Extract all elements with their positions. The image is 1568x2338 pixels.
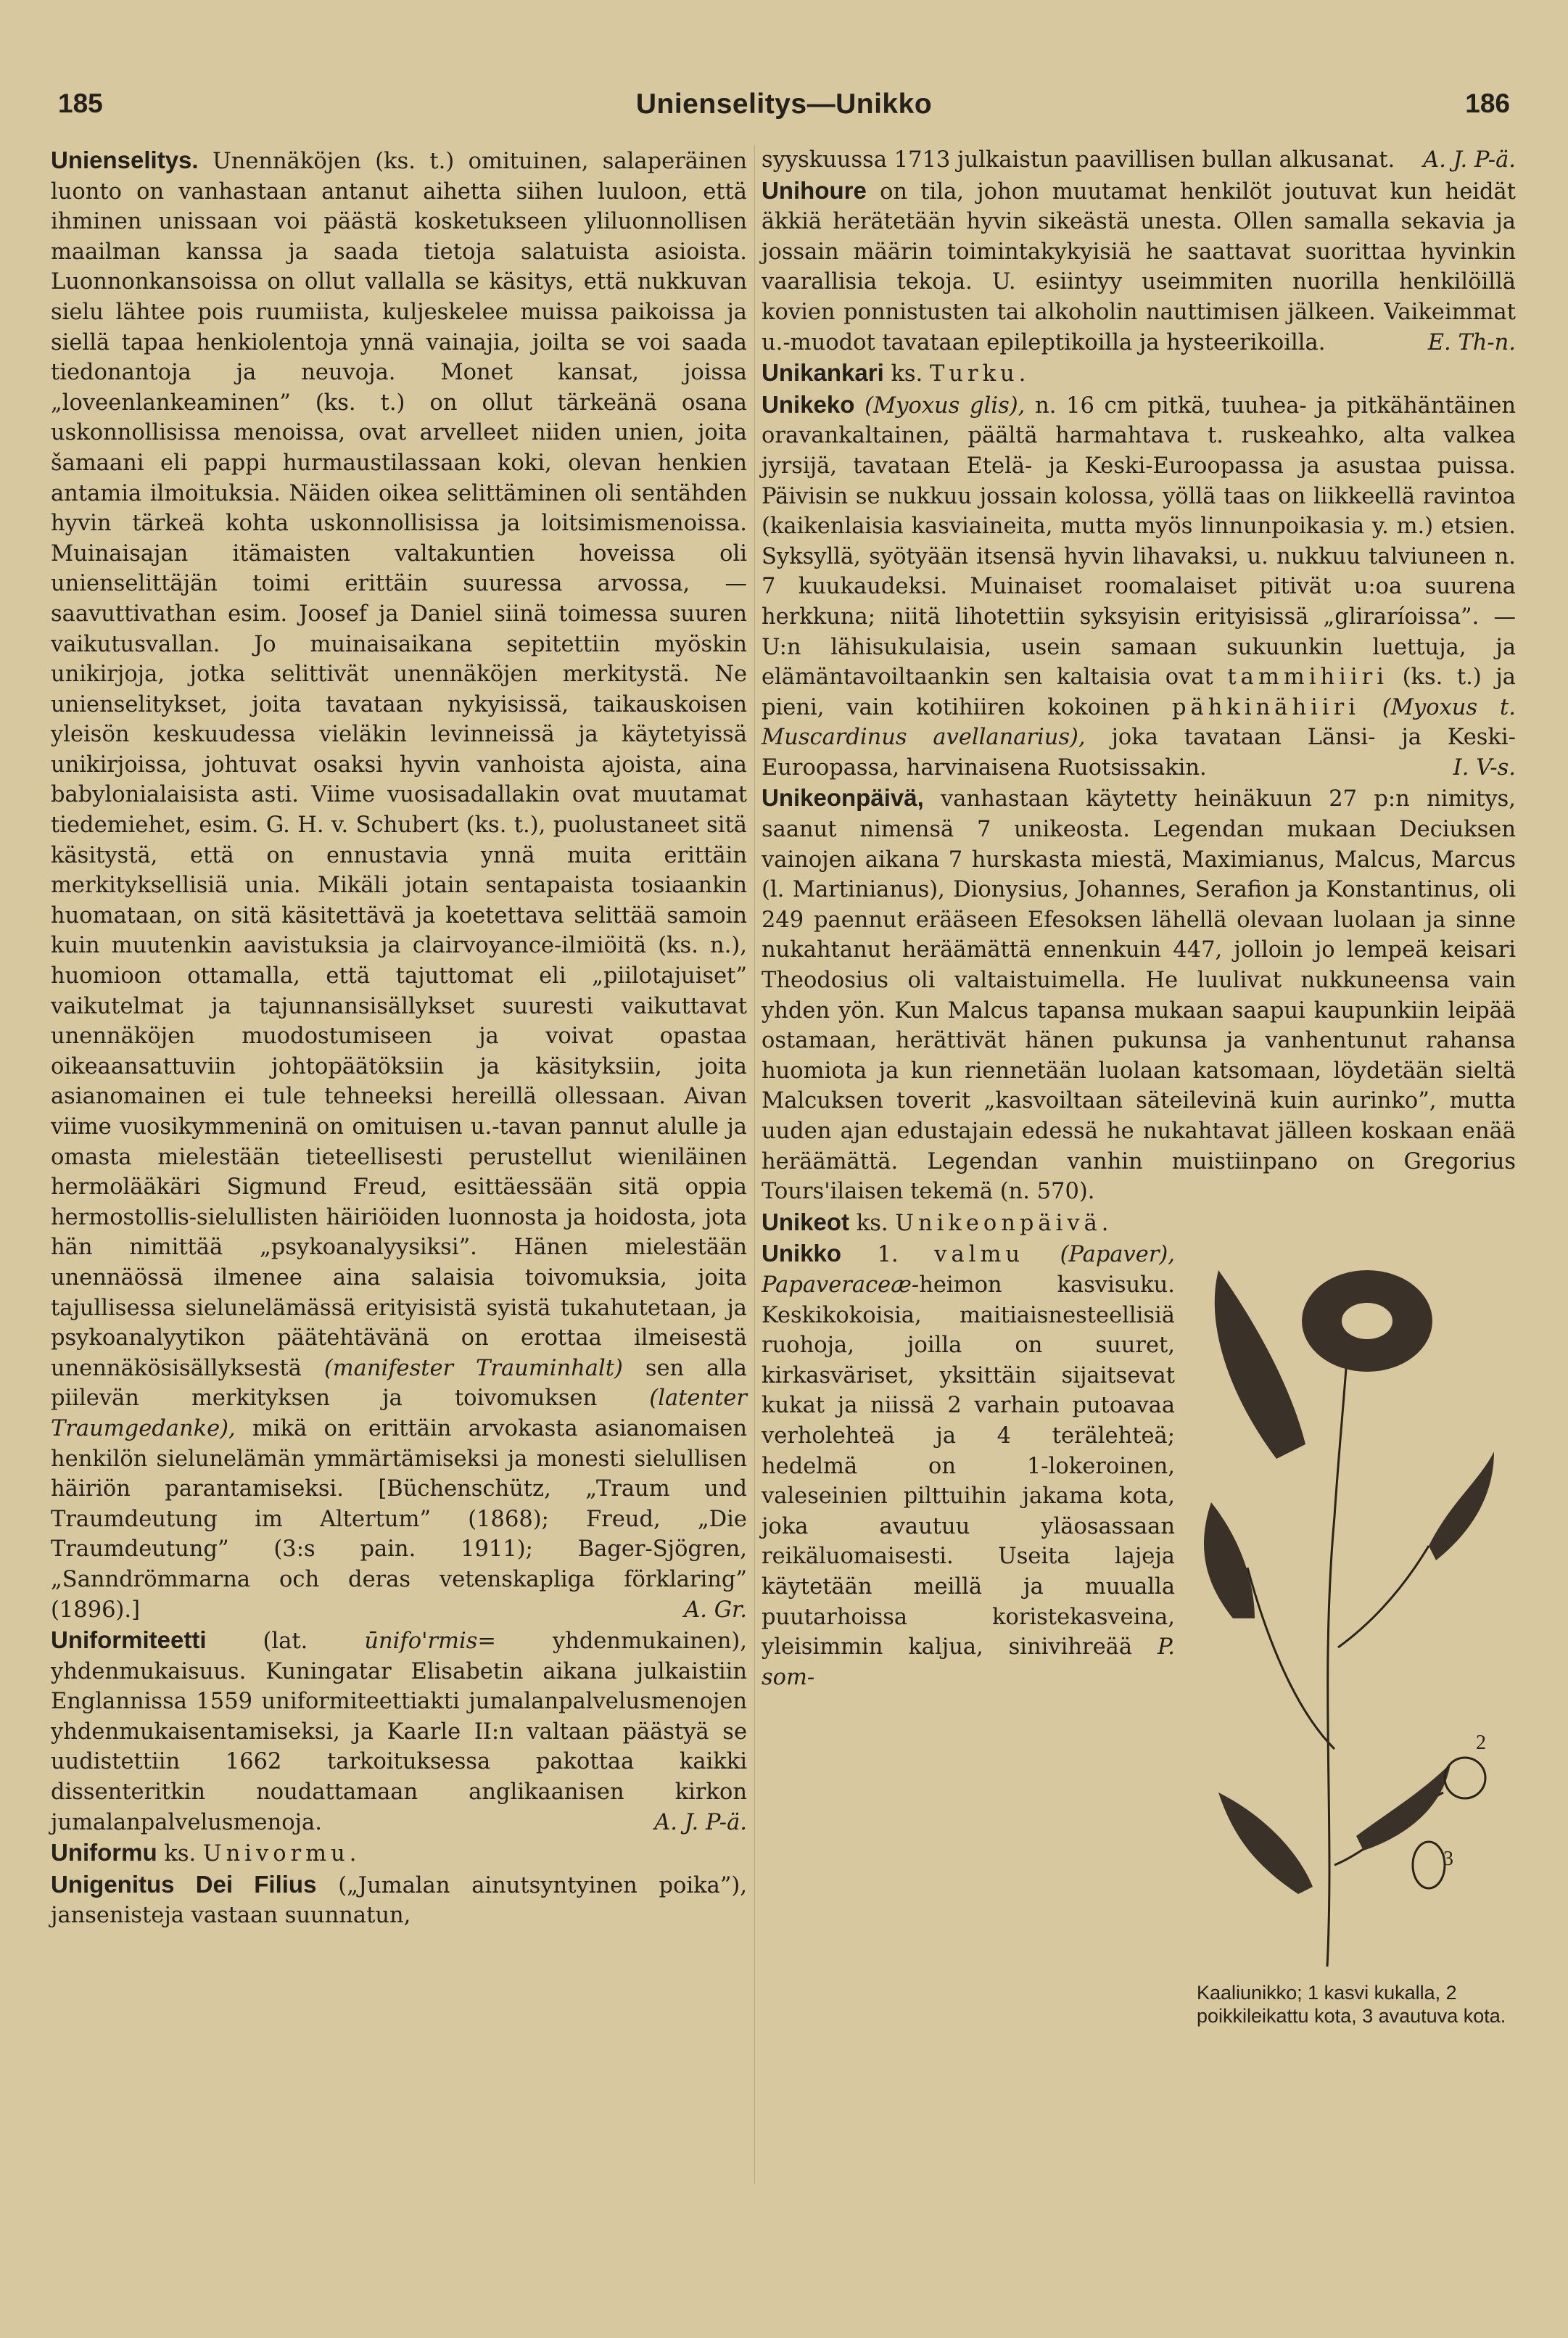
left-column [51,145,747,1931]
entry-unikeko [762,390,1516,783]
column-divider [754,145,755,2183]
entry-unikeonpaiva [762,783,1516,1206]
entry-text: on tila, johon muutamat henkilöt joutuvat kun heidät äkkiä herätetään hyvin sikeästä unesta. Ollen samalla sekavia ja jossain määrin toimintakykyisiä he saattavat suorittaa hyvinkin vaarallisia tekoja. U. esiintyy useimmiten nuorilla henkilöillä kovien ponnistusten tai alkoholin nauttimisen jälkeen. Vaikeimmat u.-muodot tavataan epileptikoilla ja hysteerikoilla. [762,178,1516,355]
entry-unikeot [762,1207,1516,1239]
term: (Papaver), Papaveraceæ- [762,1242,1176,1298]
term: (latenter Traumgedanke), [51,1386,747,1441]
page-header [51,89,1517,132]
headword: Uniformiteetti [51,1626,207,1654]
figure-label-3: 3 [1443,1848,1453,1871]
cross-reference: Turku. [930,361,1031,387]
headword: Uniformu [51,1839,157,1866]
entry-unigenitus-continued [762,145,1516,176]
entry-unihoure [762,176,1516,358]
entry-text: Unennäköjen (ks. t.) omituinen, salaperäinen luonto on vanhastaan antanut aihetta siihen luuloon, että ihminen unissaan voi päästä kosketukseen yliluonnollisen maailman kanssa ja saada tietoja salatuista asioista. Luonnonkansoissa on ollut vallalla se käsitys, että nukkuvan sielu lähtee pois ruumiista, kuljeskelee muissa paikoissa ja siellä tapaa henkiolentoja ynnä vainajia, joilta se voi saada tiedonantoja ja neuvoja. Monet kansat, joissa „loveenlankeaminen” (ks. t.) on ollut tärkeänä osana uskonnollisissa menoissa, ovat arvelleet niiden unien, joita šamaani eli pappi hurmaustilassaan koki, olevan henkien antamia ilmoituksia. Näiden oikea selittäminen oli sentähden hyvin tärkeä kohta uskonnollisissa ja loitsimismenoissa. Muinaisajan itämaisten valtakuntien hoveissa oli unienselittäjän toimi erittäin suuressa arvossa, — saavuttivathan esim. Joosef ja Daniel siinä toimessa suuren vaikutusvallan. Jo muinaisaikana sepitettiin myöskin unikirjoja, jotka selittivät unennäköjen merkitystä. Ne unienselitykset, joita tavataan nykyisissä, taikauskoisen yleisön keskuudessa vieläkin levinneissä ja käytetyissä unikirjoissa, johtuvat osaksi hyvin vanhoista ajoista, aina babylonialaisista asti. Viime vuosisadallakin ovat muutamat tiedemiehet, esim. G. H. v. Schubert (ks. t.), puolustaneet sitä käsitystä, että on ennustavia ynnä muita erittäin merkityksellisiä unia. Mikäli jotain sentapaista tosiaankin huomataan, on sitä käsitettävä ja koetettava selittää samoin kuin muutenkin aavistuksia ja clairvoyance-ilmiöitä (ks. n.), huomioon ottamalla, että tajuttomat eli „piilotajuiset” vaikutelmat ja tajunnansisällykset suuresti vaikuttavat unennäköjen muodostumiseen ja voivat opastaa oikeaansattuviin johtopäätöksiin ja käsityksiin, joita asianomainen ei tule tehneeksi hereillä ollessaan. Aivan viime vuosikymmeninä on omituisen u.-tavan pannut alulle ja omasta mielestään tieteellisesti perustellut wieniläinen hermolääkäri Sigmund Freud, esittäessään sitä oppia hermostollis-sielullisten häiriöiden luonnosta ja hoidosta, jota hän nimittää „psykoanalyysiksi”. Hänen mielestään unennäössä ilmenee aina salaisia toivomuksia, joita tajullisessa sielunelämässä erityisistä syistä tukahutetaan, ja psykoanalyytikon päätehtävänä on erottaa ilmeisestä unennäkösisällyksestä [51,149,747,1381]
entry-unikankari [762,358,1516,390]
page-number-right: 186 [1465,89,1510,118]
term: (Myoxus glis), [865,392,1026,419]
term: (Myoxus t. Muscardinus avellanarius), [762,694,1516,751]
headword: Unienselitys. [51,147,199,173]
figure-label-2: 2 [1476,1732,1486,1755]
headword: Unikankari [762,359,884,387]
cross-ref-ks: ks. [856,1210,888,1236]
spaced-term: pähkinähiiri [1172,694,1360,720]
entry-text: syyskuussa 1713 julkaistun paavillisen bullan alkusanat. [762,147,1395,173]
poppy-illustration [1189,1241,1516,1988]
entry-uniformiteetti [51,1625,747,1837]
page-number-left: 185 [58,89,103,118]
cross-ref-ks: ks. [164,1841,197,1867]
entry-text: mikä on erittäin arvokasta asianomaisen henkilön sielunelämän ymmärtämiseksi ja monesti sielullisen häiriön parantamiseksi. [Büchenschütz, „Traum und Traumdeutung im Altertum” (1868); Freud, „Die Traumdeutung” (3:s pain. 1911); Bager-Sjögren, „Sanndrömmarna och deras vetenskapliga förklaring” (1896).] [51,1415,747,1623]
spaced-term: tammihiiri [1227,664,1388,691]
headword: Unikeonpäivä, [762,784,924,812]
headword: Unikko [762,1240,842,1267]
author-signature: A. Gr. [684,1597,747,1623]
author-signature: I. V-s. [1453,754,1516,781]
headword: Unigenitus Dei Filius [51,1870,317,1898]
sense-number: 1. [877,1242,899,1268]
author-signature: A. J. P-ä. [654,1809,747,1835]
entry-text: („Jumalan ainutsyntyinen poika”), jansenisteja vastaan suunnatun, [51,1872,748,1929]
cross-reference: Unikeonpäivä. [895,1210,1113,1236]
entry-text: sen alla piilevän merkityksen ja toivomuksen [51,1355,747,1412]
entry-text: (lat. [263,1629,308,1655]
term: P. som- [762,1634,1175,1690]
headword: Unikeot [762,1208,850,1235]
entry-text: joka tavataan Länsi- ja Keski-Euroopassa, harvinaisena Ruotsissakin. [762,725,1516,781]
poppy-figure [1189,1241,1516,2043]
right-column [762,145,1516,2043]
entry-text: n. 16 cm pitkä, tuuhea- ja pitkähäntäinen oravankaltainen, päältä harmahtava t. ruskeahko, alta valkea jyrsijä, tavataan Etelä- ja Keski-Euroopassa ja asustaa puissa. Päivisin se nukkuu jossain kolossa, yöllä taas on liikkeellä ravintoa (kaikenlaisia kasviaineita, mutta myös linnunpoikasia y. m.) etsien. Syksyllä, syötyään itsensä hyvin lihavaksi, u. nukkuu talviuneen n. 7 kuukaudeksi. Muinaiset roomalaiset pitivät u:oa suurena herkkuna; niitä lihotettiin syksyisin erityisissä „gliraríoissa”. — U:n lähisukulaisia, usein samaan sukuunkin luettuja, ja elämäntavoiltaankin sen kaltaisia ovat [762,392,1516,691]
headword: Unihoure [762,176,867,204]
headword: Unikeko [762,390,855,418]
entry-text: = yhdenmukainen), yhdenmukaisuus. Kuningatar Elisabetin aikana julkaistiin Englannissa 1559 uniformiteettiakti jumalanpalvelusmenojen yhdenmukaisentamiseksi, ja Kaarle II:n valtaan päästyä se uudistettiin 1662 tarkoituksessa pakottaa kaikki dissenteritkin noudattamaan anglikaanisen kirkon jumalanpalvelusmenoja. [51,1629,747,1835]
term: ūnifo'rmis [364,1629,478,1655]
figure-caption: Kaaliunikko; 1 kasvi kukalla, 2 poikkileikattu kota, 3 avautuva kota. [1197,1982,1506,2028]
entry-uniformu [51,1837,747,1869]
running-title: Unienselitys—Unikko [635,89,933,120]
cross-reference: Univormu. [202,1841,361,1867]
author-signature: E. Th-n. [1427,329,1516,355]
entry-text: (ks. t.) ja pieni, vain kotihiiren kokoinen [762,664,1516,720]
entry-text: heimon kasvisuku. Keskikokoisia, maitiaisnesteellisiä ruohoja, joilla on suuret, kirkasväriset, yksittäin sijaitsevat kukat ja niissä 2 varhain putoavaa verholehteä ja 4 terälehteä; hedelmä on 1-lokeroinen, valeseinien pilttuihin jakama kota, joka avautuu yläosassaan reikäluomaisesti. Useita lajeja käytetään meillä ja muualla puutarhoissa koristekasveina, yleisimmin kaljua, sinivihreää [762,1272,1175,1660]
author-signature: A. J. P-ä. [1423,147,1516,173]
spaced-term: valmu [934,1242,1025,1268]
entry-unienselitys [51,145,747,1625]
cross-ref-ks: ks. [891,361,923,387]
term: (manifester Trauminhalt) [323,1355,623,1381]
entry-unigenitus [51,1869,747,1931]
entry-text: vanhastaan käytetty heinäkuun 27 p:n nimitys, saanut nimensä 7 unikeosta. Legendan mukaan Deciuksen vainojen aikana 7 hurskasta miestä, Maximianus, Malcus, Marcus (l. Martinianus), Dionysius, Johannes, Serafion ja Konstantinus, oli 249 paennut erääseen Efesoksen lähellä olevaan luolaan ja sinne nukahtanut heräämättä ennenkuin 447, jolloin jo lempeä keisari Theodosius oli valtaistuimella. He luulivat nukkuneensa vain yhden yön. Kun Malcus tapansa mukaan saapui kaupunkiin leipää ostamaan, herättivät hänen pukunsa ja vanhentunut rahansa huomiota ja kun riennetään luolaan katsomaan, löydetään sieltä Malcuksen toverit „kasvoiltaan säteilevinä kuin aurinko”, mutta uuden ajan edustajain edessä he nukahtavat jälleen koskaan enää heräämättä. Legendan vanhin muistiinpano on Gregorius Tours'ilaisen tekemä (n. 570). [762,786,1516,1205]
